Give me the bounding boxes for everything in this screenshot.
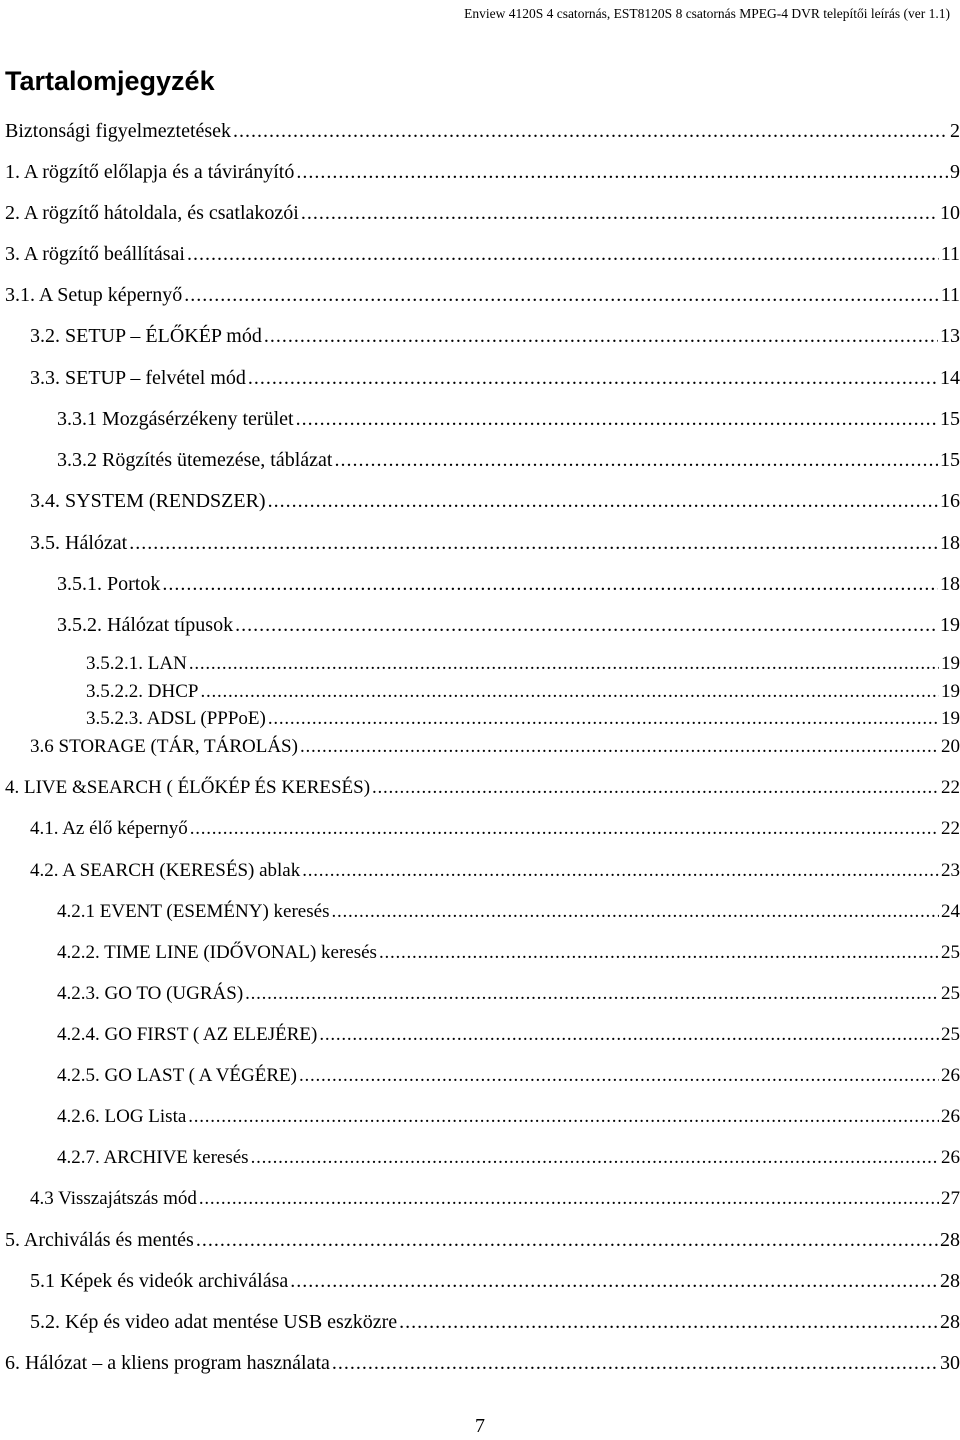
toc-leader [264, 322, 938, 350]
toc-leader [300, 733, 939, 761]
toc-entry-label: 4.2.1 EVENT (ESEMÉNY) keresés [57, 901, 330, 922]
toc-entry-page: 30 [940, 1352, 960, 1374]
toc-entry-label: 4. LIVE &SEARCH ( ÉLŐKÉP ÉS KERESÉS) [5, 777, 371, 798]
toc-leader [196, 1226, 938, 1254]
toc-entry-label: 3.3.2 Rögzítés ütemezése, táblázat [57, 449, 333, 471]
toc-entry-page: 23 [941, 860, 960, 881]
toc-leader [245, 980, 939, 1008]
toc-entry-page: 19 [940, 614, 960, 636]
toc-entry[interactable] [86, 678, 960, 706]
toc-entry-label: 4.3 Visszajátszás mód [30, 1188, 197, 1209]
toc-entry[interactable] [5, 1349, 960, 1377]
toc-entry[interactable] [57, 1021, 960, 1049]
toc-leader [248, 364, 938, 392]
toc-entry-page: 26 [941, 1065, 960, 1086]
toc-entry[interactable] [57, 570, 960, 598]
toc-entry-page: 15 [940, 408, 960, 430]
toc-entry[interactable] [57, 1062, 960, 1090]
toc-leader [290, 1267, 938, 1295]
toc-entry-page: 11 [940, 243, 960, 265]
toc-entry-page: 18 [940, 532, 960, 554]
toc-entry[interactable] [57, 939, 960, 967]
toc-leader [200, 678, 939, 706]
toc-entry-label: 3.5.1. Portok [57, 573, 161, 595]
toc-leader [296, 405, 938, 433]
page-title: Tartalomjegyzék [5, 66, 215, 96]
toc-leader [199, 1185, 939, 1213]
toc-leader [129, 529, 938, 557]
toc-entry-page: 19 [941, 681, 960, 702]
toc-entry-page: 11 [940, 284, 960, 306]
toc-entry-label: 3.1. A Setup képernyő [5, 284, 183, 306]
toc-entry[interactable] [30, 1267, 960, 1295]
toc-entry-page: 9 [950, 161, 960, 183]
toc-entry-page: 22 [941, 777, 960, 798]
toc-entry[interactable] [57, 898, 960, 926]
toc-entry-label: 3.4. SYSTEM (RENDSZER) [30, 490, 266, 512]
toc-entry-page: 24 [941, 901, 960, 922]
toc-entry[interactable] [30, 364, 960, 392]
toc-entry[interactable] [5, 158, 960, 186]
toc-entry-page: 26 [941, 1106, 960, 1127]
toc-entry-page: 25 [941, 983, 960, 1004]
toc-leader [399, 1308, 938, 1336]
toc-entry[interactable] [30, 1185, 960, 1213]
toc-entry-page: 20 [941, 736, 960, 757]
toc-entry[interactable] [30, 529, 960, 557]
toc-entry-page: 10 [940, 202, 960, 224]
toc-entry[interactable] [30, 815, 960, 843]
toc-entry-label: 2. A rögzítő hátoldala, és csatlakozói [5, 202, 299, 224]
toc-leader [233, 117, 948, 145]
toc-entry-label: 5. Archiválás és mentés [5, 1229, 194, 1251]
page-number: 7 [475, 1415, 485, 1437]
toc-entry-page: 2 [950, 120, 960, 142]
toc-leader [162, 570, 938, 598]
toc-leader [190, 815, 939, 843]
toc-entry-label: 5.1 Képek és videók archiválása [30, 1270, 289, 1292]
toc-entry[interactable] [57, 405, 960, 433]
toc-leader [268, 487, 938, 515]
toc-entry-label: 4.2.6. LOG Lista [57, 1106, 187, 1127]
toc-entry-label: 5.2. Kép és video adat mentése USB eszközre [30, 1311, 398, 1333]
toc-entry[interactable] [30, 487, 960, 515]
toc-entry[interactable] [5, 240, 960, 268]
toc-entry-label: 3.5.2. Hálózat típusok [57, 614, 234, 636]
toc-entry-page: 18 [940, 573, 960, 595]
document-header: Enview 4120S 4 csatornás, EST8120S 8 csatornás MPEG-4 DVR telepítői leírás (ver 1.1) [464, 6, 950, 21]
toc-entry-page: 14 [940, 367, 960, 389]
toc-entry-label: 4.2.5. GO LAST ( A VÉGÉRE) [57, 1065, 297, 1086]
toc-entry-label: 4.2.7. ARCHIVE keresés [57, 1147, 249, 1168]
toc-entry[interactable] [5, 1226, 960, 1254]
toc-entry-page: 19 [941, 708, 960, 729]
toc-leader [296, 158, 948, 186]
toc-leader [251, 1144, 939, 1172]
toc-entry-page: 13 [940, 325, 960, 347]
toc-entry-page: 16 [940, 490, 960, 512]
toc-entry-label: Biztonsági figyelmeztetések [5, 120, 232, 142]
toc-entry-label: 3.2. SETUP – ÉLŐKÉP mód [30, 325, 262, 347]
toc-entry-page: 28 [940, 1229, 960, 1251]
toc-entry[interactable] [57, 1144, 960, 1172]
toc-entry[interactable] [57, 1103, 960, 1131]
toc-entry[interactable] [30, 1308, 960, 1336]
toc-leader [184, 281, 939, 309]
toc-entry-label: 3.5.2.3. ADSL (PPPoE) [86, 708, 266, 729]
toc-leader [332, 1349, 938, 1377]
toc-leader [379, 939, 939, 967]
toc-entry[interactable] [5, 199, 960, 227]
toc-entry-page: 28 [940, 1270, 960, 1292]
toc-entry-label: 1. A rögzítő előlapja és a távirányító [5, 161, 295, 183]
toc-entry-label: 4.2.4. GO FIRST ( AZ ELEJÉRE) [57, 1024, 318, 1045]
toc-entry[interactable] [30, 733, 960, 761]
toc-entry-label: 3.3.1 Mozgásérzékeny terület [57, 408, 294, 430]
toc-entry-page: 25 [941, 942, 960, 963]
toc-entry-label: 3.3. SETUP – felvétel mód [30, 367, 246, 389]
toc-leader [301, 199, 938, 227]
toc-entry[interactable] [86, 705, 960, 733]
toc-entry-label: 4.2.2. TIME LINE (IDŐVONAL) keresés [57, 942, 377, 963]
toc-leader [331, 898, 939, 926]
toc-entry-label: 6. Hálózat – a kliens program használata [5, 1352, 330, 1374]
toc-entry[interactable] [57, 611, 960, 639]
toc-entry-label: 3. A rögzítő beállításai [5, 243, 185, 265]
toc-entry[interactable] [57, 980, 960, 1008]
toc-leader [299, 1062, 939, 1090]
toc-leader [319, 1021, 939, 1049]
toc-entry-label: 3.5.2.2. DHCP [86, 681, 199, 702]
toc-entry[interactable] [86, 650, 960, 678]
toc-leader [372, 774, 939, 802]
toc-leader [187, 240, 939, 268]
toc-entry[interactable] [5, 117, 960, 145]
toc-entry[interactable] [57, 446, 960, 474]
toc-entry-label: 3.5. Hálózat [30, 532, 128, 554]
toc-entry-label: 4.2.3. GO TO (UGRÁS) [57, 983, 244, 1004]
toc-entry[interactable] [30, 322, 960, 350]
toc-entry-page: 15 [940, 449, 960, 471]
toc-leader [334, 446, 938, 474]
toc-entry-label: 4.1. Az élő képernyő [30, 818, 188, 839]
toc-entry-page: 28 [940, 1311, 960, 1333]
toc-leader [188, 1103, 939, 1131]
toc-entry-page: 25 [941, 1024, 960, 1045]
toc-entry[interactable] [5, 774, 960, 802]
toc-entry-label: 4.2. A SEARCH (KERESÉS) ablak [30, 860, 301, 881]
toc-entry-label: 3.5.2.1. LAN [86, 653, 187, 674]
toc-entry-page: 26 [941, 1147, 960, 1168]
toc-leader [235, 611, 938, 639]
toc-entry-page: 22 [941, 818, 960, 839]
toc-entry[interactable] [30, 857, 960, 885]
toc-entry-page: 27 [941, 1188, 960, 1209]
toc-entry-label: 3.6 STORAGE (TÁR, TÁROLÁS) [30, 736, 298, 757]
toc-entry[interactable] [5, 281, 960, 309]
toc-leader [302, 857, 939, 885]
toc-leader [268, 705, 939, 733]
toc-entry-page: 19 [941, 653, 960, 674]
toc-leader [189, 650, 939, 678]
